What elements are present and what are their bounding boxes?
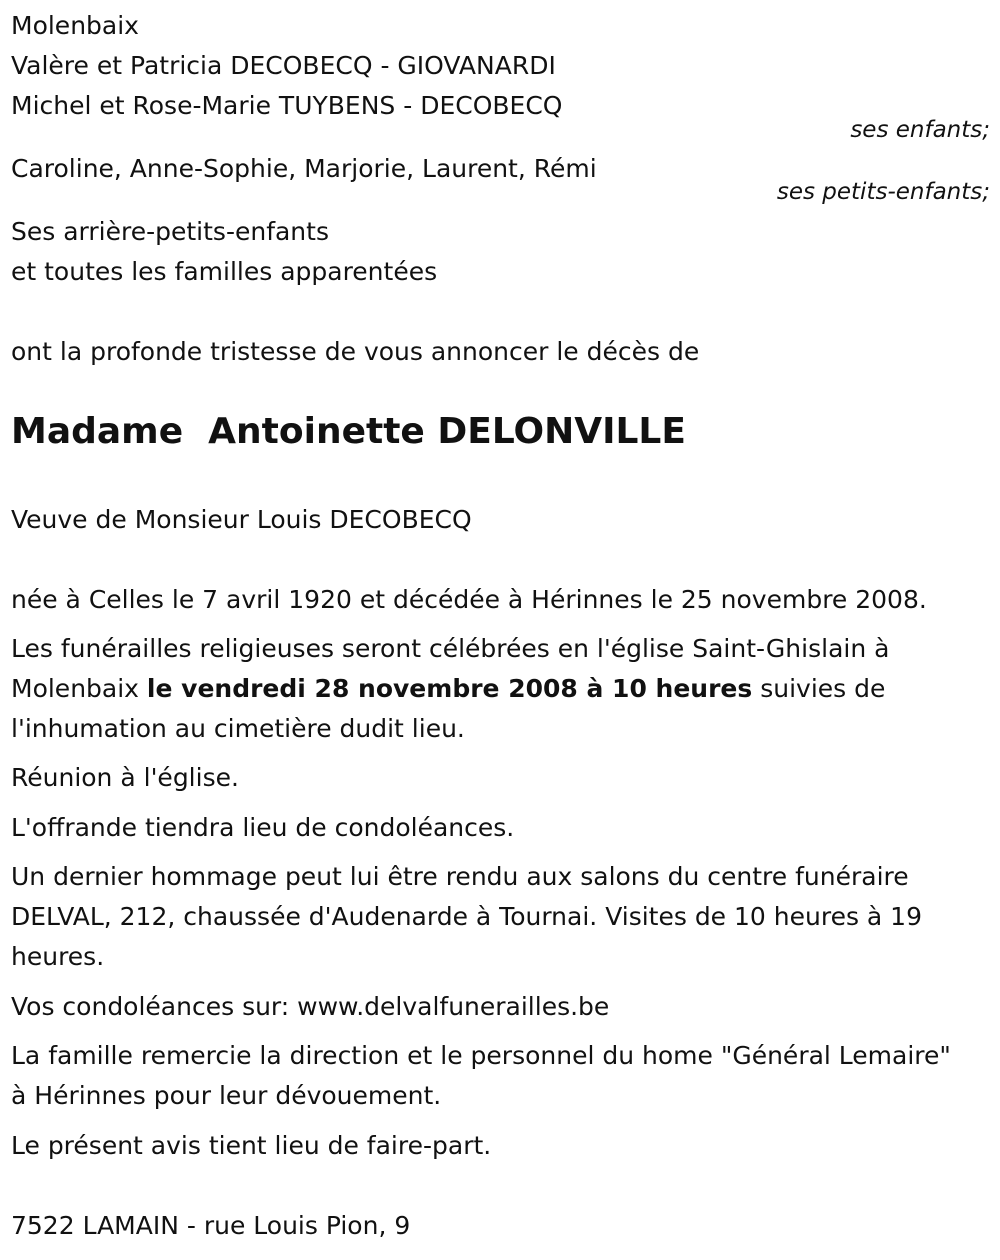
condolences-line: Vos condoléances sur: www.delvalfunerailles.be xyxy=(11,992,610,1021)
spouse-line: Veuve de Monsieur Louis DECOBECQ xyxy=(11,505,472,534)
deceased-name: Madame Antoinette DELONVILLE xyxy=(11,411,686,452)
relatives-line: et toutes les familles apparentées xyxy=(11,257,438,286)
offering-line: L'offrande tiendra lieu de condoléances. xyxy=(11,813,515,842)
dates-line: née à Celles le 7 avril 1920 et décédée à Hérinnes le 25 novembre 2008. xyxy=(11,585,927,614)
funeral-outro: suivies de l'inhumation au cimetière dudit lieu. xyxy=(11,674,886,743)
grandchildren-line: Caroline, Anne-Sophie, Marjorie, Laurent, Rémi xyxy=(11,154,597,183)
grandchildren-label: ses petits-enfants; xyxy=(776,179,990,205)
children-label: ses enfants; xyxy=(850,117,990,143)
child-line-2: Michel et Rose-Marie TUYBENS - DECOBECQ xyxy=(11,91,563,120)
meeting-line: Réunion à l'église. xyxy=(11,763,239,792)
homage-paragraph: Un dernier hommage peut lui être rendu aux salons du centre funéraire DELVAL, 212, chaussée d'Audenarde à Tournai. Visites de 10 heures à 19 heures. xyxy=(11,862,922,971)
funeral-intro: Les funérailles religieuses seront célébrées en l'église Saint-Ghislain à Molenbaix xyxy=(11,634,890,703)
announcement-text: ont la profonde tristesse de vous annoncer le décès de xyxy=(11,337,700,366)
notice-line: Le présent avis tient lieu de faire-part. xyxy=(11,1131,492,1160)
family-town: Molenbaix xyxy=(11,11,139,40)
funeral-paragraph xyxy=(11,629,971,749)
funeral-date: le vendredi 28 novembre 2008 à 10 heures xyxy=(146,674,753,703)
child-line-1: Valère et Patricia DECOBECQ - GIOVANARDI xyxy=(11,51,556,80)
address-line: 7522 LAMAIN - rue Louis Pion, 9 xyxy=(11,1211,411,1240)
great-grandchildren-line: Ses arrière-petits-enfants xyxy=(11,217,329,246)
thanks-paragraph: La famille remercie la direction et le personnel du home "Général Lemaire" à Hérinnes pour leur dévouement. xyxy=(11,1041,951,1110)
